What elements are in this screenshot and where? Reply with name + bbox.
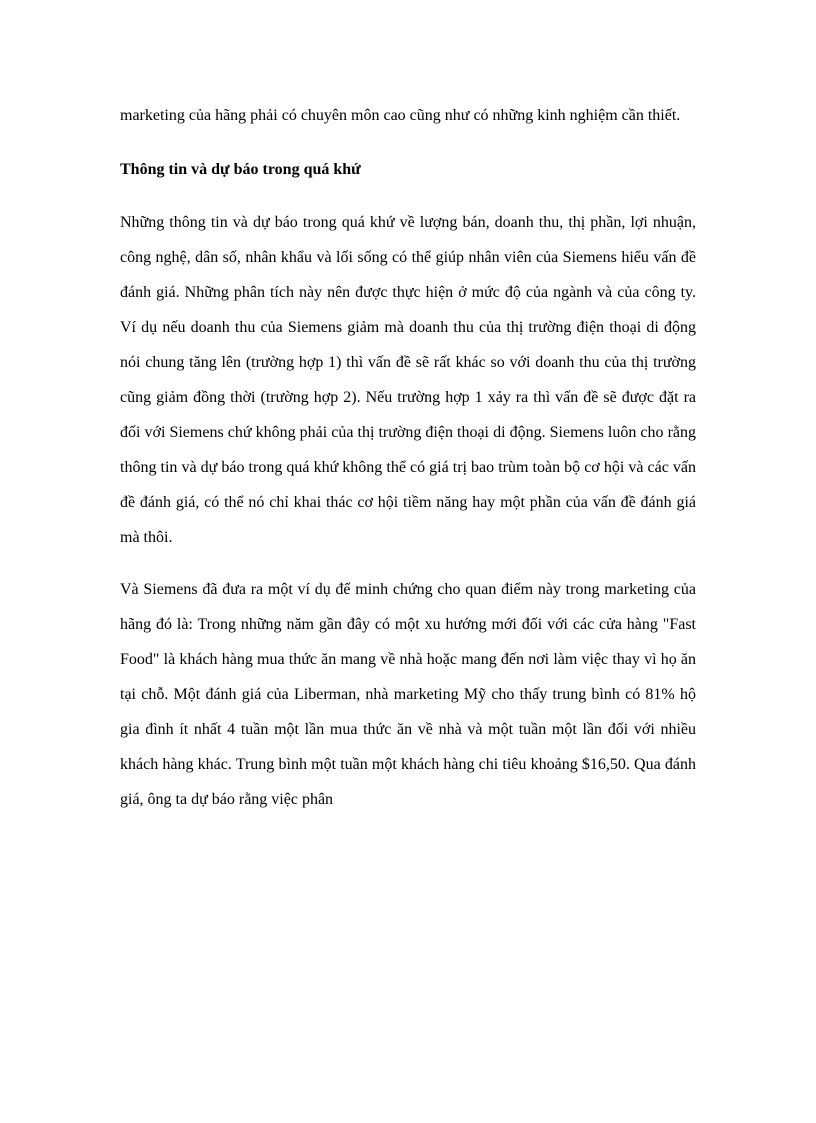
- section-heading: Thông tin và dự báo trong quá khứ: [120, 161, 361, 178]
- document-body: [120, 98, 696, 817]
- paragraph-fast-food-example: Và Siemens đã đưa ra một ví dụ để minh chứng cho quan điểm này trong marketing của hãng đó là: Trong những năm gần đây có một xu hướng mới đối với các cửa hàng "Fast Food" là khách hàng mua thức ăn mang về nhà hoặc mang đến nơi làm việc thay vì họ ăn tại chỗ. Một đánh giá của Liberman, nhà marketing Mỹ cho thấy trung bình có 81% hộ gia đình ít nhất 4 tuần một lần mua thức ăn về nhà và một tuần một lần đối với nhiều khách hàng khác. Trung bình một tuần một khách hàng chi tiêu khoảng $16,50. Qua đánh giá, ông ta dự báo rằng việc phân: [120, 581, 696, 808]
- intro-continuation-paragraph: marketing của hãng phải có chuyên môn cao cũng như có những kinh nghiệm cần thiết.: [120, 107, 681, 124]
- paragraph-past-information: Những thông tin và dự báo trong quá khứ về lượng bán, doanh thu, thị phần, lợi nhuận, công nghệ, dân số, nhân khẩu và lối sống có thể giúp nhân viên của Siemens hiểu vấn đề đánh giá. Những phân tích này nên được thực hiện ở mức độ của ngành và của công ty. Ví dụ nếu doanh thu của Siemens giảm mà doanh thu của thị trường điện thoại di động nói chung tăng lên (trường hợp 1) thì vấn đề sẽ rất khác so với doanh thu của thị trường cũng giảm đồng thời (trường hợp 2). Nếu trường hợp 1 xảy ra thì vấn đề sẽ được đặt ra đối với Siemens chứ không phải của thị trường điện thoại di động. Siemens luôn cho rằng thông tin và dự báo trong quá khứ không thể có giá trị bao trùm toàn bộ cơ hội và các vấn đề đánh giá, có thể nó chỉ khai thác cơ hội tiềm năng hay một phần của vấn đề đánh giá mà thôi.: [120, 214, 696, 546]
